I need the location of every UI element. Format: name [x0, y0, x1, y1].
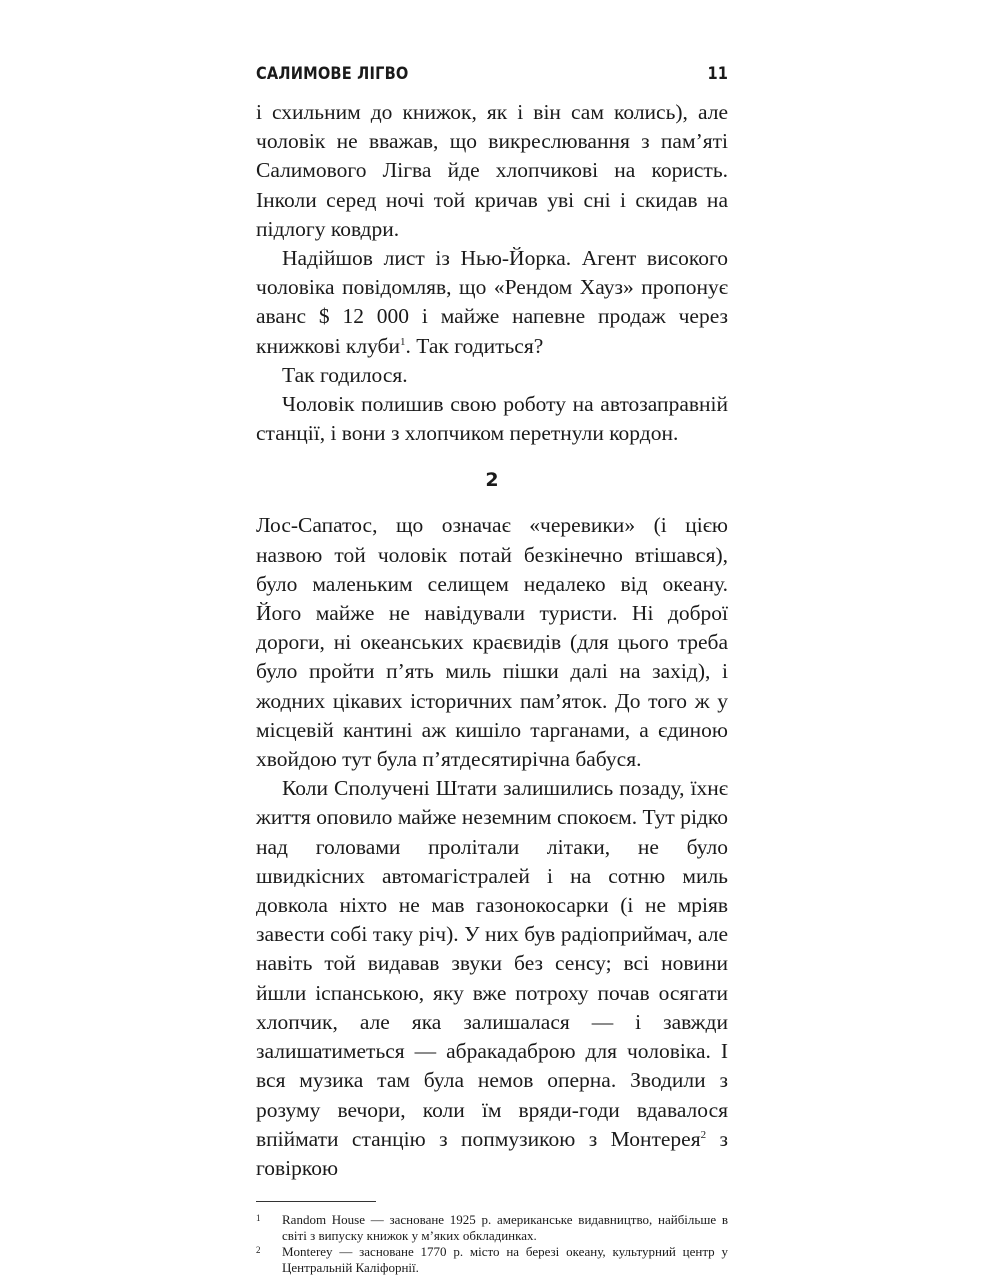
book-page	[256, 62, 728, 1276]
running-head-title: САЛИМОВЕ ЛІГВО	[256, 64, 409, 84]
paragraph-text: Надійшов лист із Нью-Йорка. Агент високого чоловіка повідомляв, що «Рендом Хауз» пропонує аванс $ 12 000 і майже напевне продаж через книжкові клуби	[256, 246, 728, 358]
footnote	[256, 1244, 728, 1276]
paragraph	[256, 511, 728, 774]
paragraph	[256, 390, 728, 448]
paragraph	[256, 98, 728, 244]
footnotes	[256, 1212, 728, 1276]
paragraph	[256, 774, 728, 1183]
paragraph-text: Чоловік полишив свою роботу на автозаправній станції, і вони з хлопчиком перетнули кордон.	[256, 392, 728, 446]
paragraph-text: Так годилося.	[282, 362, 408, 387]
paragraph-text: з говіркою	[256, 1126, 729, 1180]
text-block-before	[256, 98, 728, 448]
paragraph-text: і схильним до книжок, як і він сам колись), але чоловік не вважав, що викреслювання з пам’яті Салимового Лігва йде хлопчикові на користь. Інколи серед ночі той кричав уві сні і скидав на підлогу ковдри.	[256, 100, 728, 241]
text-block-after	[256, 511, 728, 1183]
paragraph-text: . Так годиться?	[405, 333, 544, 358]
footnote-reference[interactable]: 2	[700, 1128, 707, 1141]
footnote-divider	[256, 1201, 376, 1202]
footnote-reference[interactable]: 1	[400, 335, 406, 348]
paragraph-text: Лос-Сапатос, що означає «черевики» (і цією назвою той чоловік потай безкінечно втішався), було маленьким селищем недалеко від океану. Його майже не навідували туристи. Ні доброї дороги, ні океанських краєвидів (для цього треба було пройти п’ять миль пішки далі на захід), і жодних цікавих історичних пам’яток. До того ж у місцевій кантині аж кишіло тарганами, а єдиною хвойдою тут була п’ятдесятирічна бабуся.	[256, 513, 728, 772]
page-number: 11	[707, 64, 729, 84]
footnote	[256, 1212, 728, 1244]
paragraph-text: Коли Сполучені Штати залишились позаду, їхнє життя оповило майже неземним спокоєм. Тут рідко над головами пролітали літаки, не було швидкісних автомагістралей і на сотню миль довкола ніхто не мав газонокосарки (і не мріяв завести собі таку річ). У них був радіоприймач, але навіть той видавав звуки без сенсу; всі новини йшли іспанською, яку вже потроху почав осягати хлопчик, але яка залишалася — і завжди залишатиметься — абракадаброю для чоловіка. І вся музика там була немов оперна. Зводили з розуму вечори, коли їм вряди-годи вдавалося впіймати станцію з попмузикою з Монтерея	[256, 776, 728, 1151]
paragraph	[256, 361, 728, 390]
footnote-mark: 2	[256, 1245, 261, 1256]
running-head	[256, 62, 728, 98]
paragraph	[256, 244, 728, 361]
footnote-mark: 1	[256, 1213, 261, 1224]
footnote-text: Monterey — засноване 1770 р. місто на березі океану, культурний центр у Центральній Каліфорнії.	[282, 1244, 728, 1276]
footnote-text: Random House — засноване 1925 р. американське видавництво, найбільше в світі з випуску книжок у м’яких обкладинках.	[282, 1212, 728, 1244]
section-number: 2	[485, 469, 499, 492]
